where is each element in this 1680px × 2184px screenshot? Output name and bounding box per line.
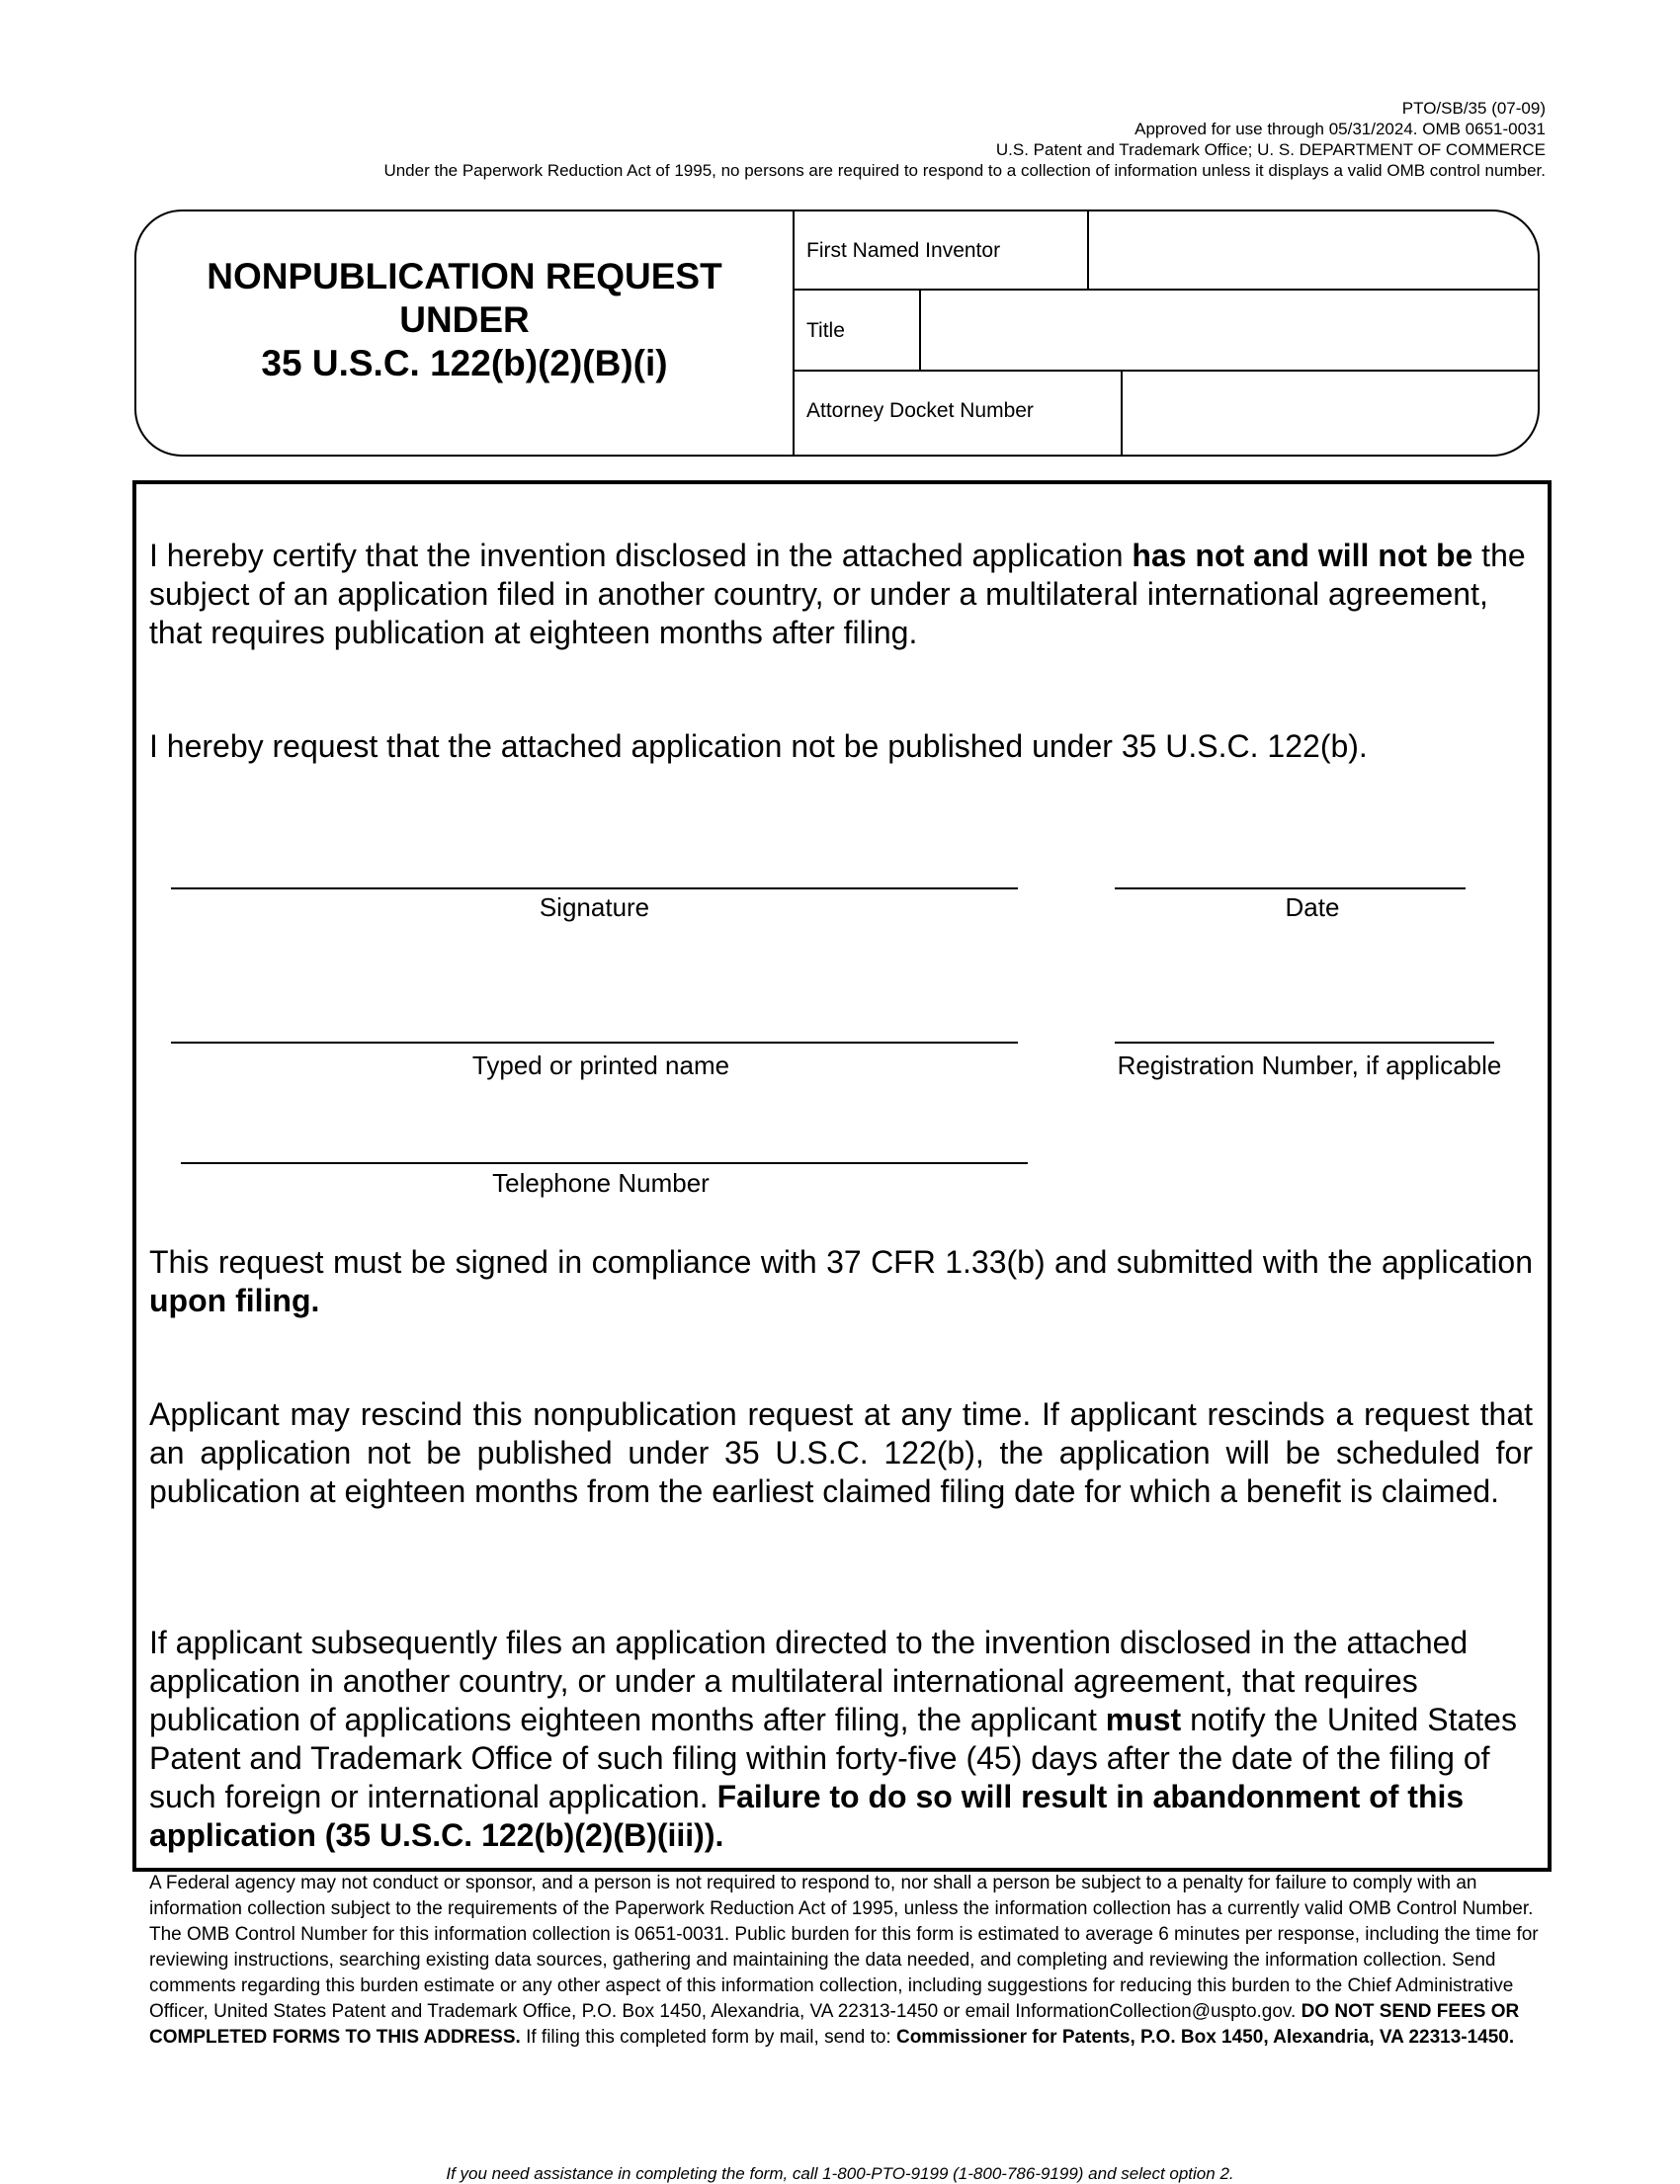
signature-label: Signature [539,892,650,922]
certification-paragraph [149,537,1533,652]
certification-text-pre: I hereby certify that the invention disclosed in the attached application [149,538,1133,573]
typed-name-label: Typed or printed name [471,1050,730,1080]
notify-text-bold: Failure to do so will result in abandonment of this application (35 U.S.C. 122(b)(2)(B)(iii)). [149,1779,1465,1853]
no-fees-notice: DO NOT SEND FEES OR COMPLETED FORMS TO THIS ADDRESS. [149,2001,1520,2048]
compliance-text: This request must be signed in compliance with 37 CFR 1.33(b) and submitted with the application [149,1244,1533,1280]
notify-text-pre: If applicant subsequently files an application directed to the invention disclosed in the attached application in another country, or under a multilateral international agreement, that requires publication of applications eighteen months after filing, the applicant [149,1625,1469,1737]
mail-instruction: If filing this completed form by mail, send to: [520,2027,896,2048]
rescind-paragraph: Applicant may rescind this nonpublication request at any time. If applicant rescinds a request that an application not be published under 35 U.S.C. 122(b), the application will be scheduled for publication at eighteen months from the earliest claimed filing date for which a benefit is claimed. [149,1396,1533,1509]
registration-number-line[interactable] [1115,1042,1494,1044]
notify-text-must: must [1105,1702,1182,1737]
form-title [138,255,791,385]
assistance-notice: If you need assistance in completing the form, call 1-800-PTO-9199 (1-800-786-9199) and select option 2. [446,2164,1234,2183]
docket-cell-divider [1121,370,1123,457]
telephone-number-label: Telephone Number [492,1168,710,1198]
request-paragraph: I hereby request that the attached application not be published under 35 U.S.C. 122(b). [149,728,1368,764]
burden-statement [149,1871,1543,2051]
registration-number-label: Registration Number, if applicable [1117,1050,1502,1080]
form-title-line1: NONPUBLICATION REQUEST [207,256,722,296]
first-named-inventor-label: First Named Inventor [806,239,1001,262]
notify-paragraph [149,1624,1533,1855]
date-line[interactable] [1115,887,1466,889]
certification-text-bold: has not and will not be [1132,538,1473,573]
form-title-line3: 35 U.S.C. 122(b)(2)(B)(i) [261,343,668,383]
inventor-cell-divider [1087,210,1089,289]
first-named-inventor-field[interactable] [1091,211,1496,287]
attorney-docket-number-label: Attorney Docket Number [806,399,1034,422]
signature-line[interactable] [171,887,1018,889]
approval-notice: Approved for use through 05/31/2024. OMB 0651-0031 [1134,120,1546,138]
notify-text-mid: notify the United States Patent and Trademark Office of such filing within forty-five (45) days after the date of the filing of such foreign or international application. [149,1702,1517,1814]
burden-text: A Federal agency may not conduct or sponsor, and a person is not required to respond to, nor shall a person be subject to a penalty for failure to comply with an information collection subject to the requirements of the Paperwork Reduction Act of 1995, unless the information collection has a currently valid OMB Control Number. The OMB Control Number for this information collection is 0651-0031. Public burden for this form is estimated to average 6 minutes per response, including the time for reviewing instructions, searching existing data sources, gathering and maintaining the data needed, and completing and reviewing the information collection. Send comments regarding this burden estimate or any other aspect of this information collection, including suggestions for reducing this burden to the Chief Administrative Officer, United States Patent and Trademark Office, P.O. Box 1450, Alexandria, VA 22313-1450 or email InformationCollection@uspto.gov. [149,1873,1539,2022]
typed-name-line[interactable] [171,1042,1018,1044]
attorney-docket-number-field[interactable] [1125,372,1510,453]
field-table-divider [793,210,795,457]
paperwork-notice: Under the Paperwork Reduction Act of 1995, no persons are required to respond to a collection of information unless it displays a valid OMB control number. [383,161,1546,180]
form-number: PTO/SB/35 (07-09) [1401,99,1546,118]
office-name: U.S. Patent and Trademark Office; U. S. DEPARTMENT OF COMMERCE [995,140,1546,159]
form-title-line2: UNDER [399,299,530,340]
title-field[interactable] [923,291,1526,368]
compliance-paragraph [149,1243,1533,1320]
title-cell-divider [919,289,921,370]
certification-text-post: the subject of an application filed in another country, or under a multilateral international agreement, that requires publication at eighteen months after filing. [149,538,1526,650]
compliance-text-bold: upon filing. [149,1283,320,1318]
date-label: Date [1285,892,1340,922]
mail-address: Commissioner for Patents, P.O. Box 1450, Alexandria, VA 22313-1450. [895,2027,1515,2048]
title-label: Title [806,319,845,342]
telephone-number-line[interactable] [181,1162,1028,1164]
